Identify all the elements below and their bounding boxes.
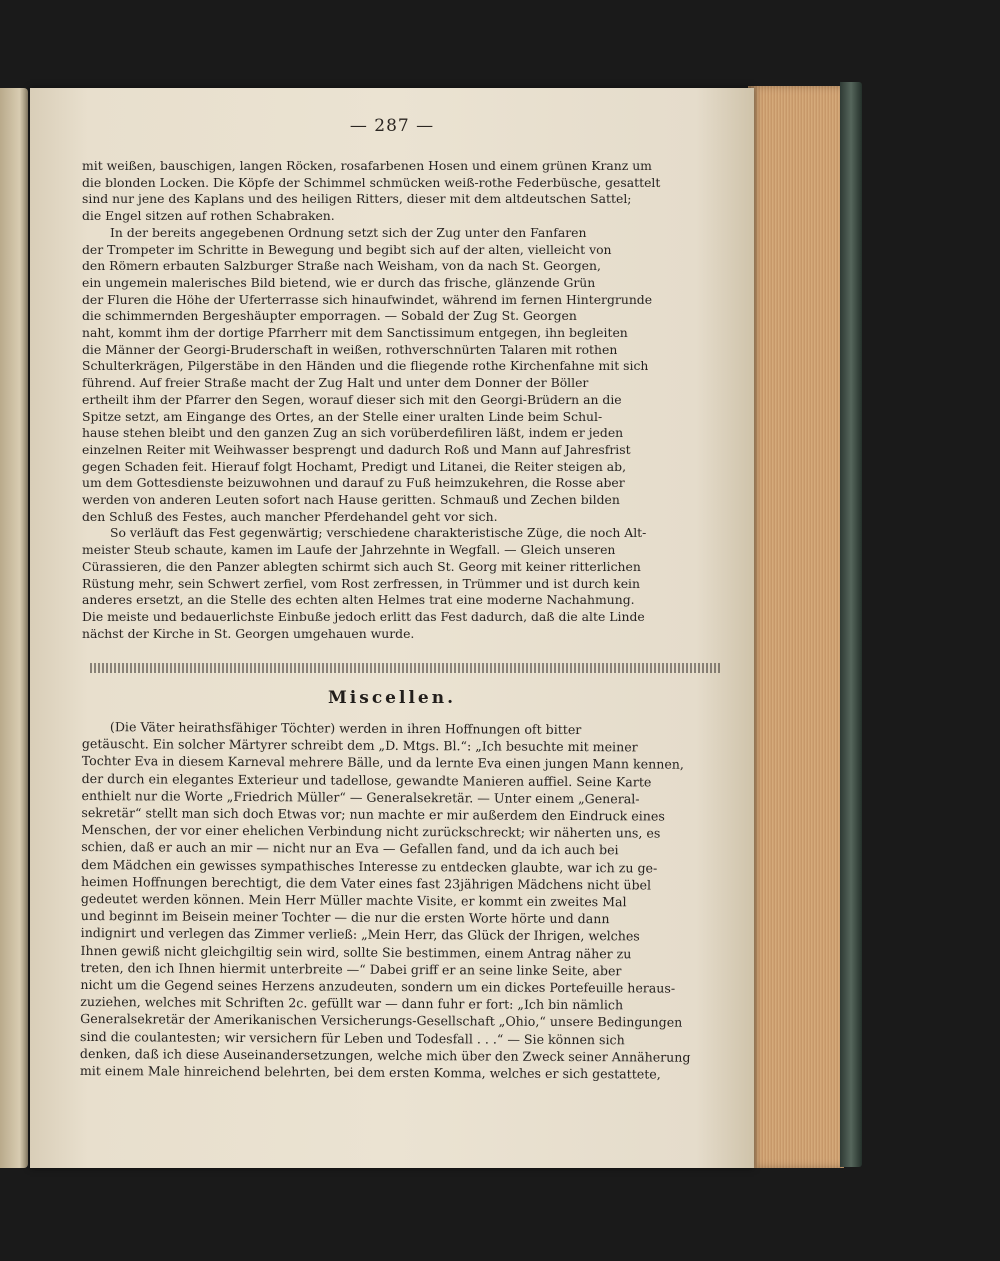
section-divider	[90, 663, 720, 673]
text-line: werden von anderen Leuten sofort nach Hause geritten. Schmauß und Zechen bilden	[82, 492, 620, 508]
text-line: In der bereits angegebenen Ordnung setzt sich der Zug unter den Fanfaren	[110, 224, 587, 240]
text-line: den Schluß des Festes, auch mancher Pferdehandel geht vor sich.	[82, 508, 498, 524]
text-line: einzelnen Reiter mit Weihwasser besprengt und dadurch Roß und Mann auf Jahresfrist	[82, 441, 631, 457]
text-line: und beginnt im Beisein meiner Tochter — die nur die ersten Worte hörte und dann	[80, 908, 610, 927]
text-line: Menschen, der vor einer ehelichen Verbindung nicht zurückschreckt; wir näherten uns, es	[81, 822, 661, 841]
text-line: naht, kommt ihm der dortige Pfarrherr mit dem Sanctissimum entgegen, ihn begleiten	[82, 325, 628, 341]
text-line: sind die coulantesten; wir versichern für Leben und Todesfall . . .“ — Sie können sich	[80, 1028, 625, 1047]
text-line: Rüstung mehr, sein Schwert zerfiel, vom Rost zerfressen, in Trümmer und ist durch kein	[82, 575, 640, 591]
text-line: um dem Gottesdienste beizuwohnen und darauf zu Fuß heimzukehren, die Rosse aber	[82, 475, 625, 491]
paragraph-3	[82, 525, 728, 642]
text-line: Ihnen gewiß nicht gleichgiltig sein wird, sollte Sie bestimmen, einem Antrag näher zu	[80, 942, 632, 962]
text-line: mit einem Male hinreichend belehrten, bei dem ersten Komma, welches er sich gestattete,	[79, 1063, 661, 1082]
text-line: den Römern erbauten Salzburger Straße nach Weisham, von da nach St. Georgen,	[82, 258, 601, 274]
paragraph-1	[82, 158, 728, 225]
book-page	[30, 88, 754, 1168]
text-line: nicht um die Gegend seines Herzens anzudeuten, sondern um ein dickes Portefeuille heraus-	[80, 977, 676, 996]
text-line: dem Mädchen ein gewisses sympathisches Interesse zu entdecken glaubte, war ich zu ge-	[81, 856, 658, 876]
text-line: der Fluren die Höhe der Uferterrasse sich hinaufwindet, während im fernen Hintergrunde	[82, 291, 653, 307]
text-line: denken, daß ich diese Auseinandersetzungen, welche mich über den Zweck seiner Annäherung	[79, 1045, 691, 1065]
text-line: die Männer der Georgi-Bruderschaft in weißen, rothverschnürten Talaren mit rothen	[82, 341, 618, 357]
page-number: — 287 —	[349, 116, 435, 136]
text-line: führend. Auf freier Straße macht der Zug Halt und unter dem Donner der Böller	[82, 375, 589, 391]
text-line: Schulterkrägen, Pilgerstäbe in den Händen und die fliegende rothe Kirchenfahne mit sich	[82, 358, 649, 374]
text-line: gedeutet werden können. Mein Herr Müller machte Visite, er kommt ein zweites Mal	[80, 891, 627, 910]
text-line: Generalsekretär der Amerikanischen Versicherungs-Gesellschaft „Ohio,“ unsere Bedingungen	[80, 1011, 683, 1031]
text-line: Spitze setzt, am Eingange des Ortes, an der Stelle einer uralten Linde beim Schul-	[82, 408, 603, 424]
text-line: So verläuft das Fest gegenwärtig; verschiedene charakteristische Züge, die noch Alt-	[110, 525, 647, 541]
text-block-lower	[80, 718, 728, 1083]
text-line: meister Steub schaute, kamen im Laufe der Jahrzehnte in Wegfall. — Gleich unseren	[82, 542, 616, 558]
text-line: Die meiste und bedauerlichste Einbuße jedoch erlitt das Fest dadurch, daß die alte Linde	[82, 608, 645, 624]
text-line: der Trompeter im Schritte in Bewegung und begibt sich auf der alten, vielleicht von	[82, 241, 612, 257]
text-line: indignirt und verlegen das Zimmer verließ: „Mein Herr, das Glück der Ihrigen, welches	[80, 925, 640, 944]
section-title: Miscellen.	[327, 688, 457, 708]
paragraph-2	[82, 225, 728, 526]
text-line: getäuscht. Ein solcher Märtyrer schreibt dem „D. Mtgs. Bl.“: „Ich besuchte mit meiner	[81, 736, 638, 755]
text-line: nächst der Kirche in St. Georgen umgehauen wurde.	[82, 625, 415, 641]
book-cover-edge	[840, 82, 862, 1167]
text-line: Cürassieren, die den Panzer ablegten schirmt sich auch St. Georg mit keiner ritterlichen	[82, 558, 641, 574]
page-stack-edge	[748, 86, 844, 1168]
text-line: mit weißen, bauschigen, langen Röcken, rosafarbenen Hosen und einem grünen Kranz um	[82, 158, 652, 173]
text-line: die Engel sitzen auf rothen Schabraken.	[82, 208, 335, 224]
text-line: Tochter Eva in diesem Karneval mehrere Bälle, und da lernte Eva einen jungen Mann kennen,	[81, 753, 684, 773]
text-line: der durch ein elegantes Exterieur und tadellose, gewandte Manieren auffiel. Seine Karte	[81, 770, 652, 790]
text-line: die schimmernden Bergeshäupter emporragen. — Sobald der Zug St. Georgen	[82, 308, 577, 324]
text-line: heimen Hoffnungen berechtigt, die dem Vater eines fast 23jährigen Mädchens nicht übel	[80, 873, 652, 893]
text-line: treten, den ich Ihnen hiermit unterbreite —“ Dabei griff er an seine linke Seite, aber	[80, 959, 622, 979]
text-line: sind nur jene des Kaplans und des heiligen Ritters, dieser mit dem altdeutschen Sattel;	[82, 191, 632, 207]
text-line: schien, daß er auch an mir — nicht nur an Eva — Gefallen fand, und da ich auch bei	[81, 839, 619, 858]
text-line: enthielt nur die Worte „Friedrich Müller“ — Generalsekretär. — Unter einem „General-	[81, 787, 640, 807]
text-block-upper	[82, 158, 728, 642]
text-line: anderes ersetzt, an die Stelle des echten alten Helmes trat eine moderne Nachahmung.	[82, 592, 635, 608]
text-line: hause stehen bleibt und den ganzen Zug an sich vorüberdefiliren läßt, indem er jeden	[82, 425, 624, 441]
text-line: ein ungemein malerisches Bild bietend, wie er durch das frische, glänzende Grün	[82, 274, 596, 290]
text-line: zuziehen, welches mit Schriften 2c. gefüllt war — dann fuhr er fort: „Ich bin nämlich	[80, 994, 624, 1013]
text-line: ertheilt ihm der Pfarrer den Segen, worauf dieser sich mit den Georgi-Brüdern an die	[82, 391, 622, 407]
left-page-edge	[0, 88, 28, 1168]
paragraph-4	[80, 718, 728, 1083]
text-line: sekretär“ stellt man sich doch Etwas vor; nun machte er mir außerdem den Eindruck eines	[81, 805, 665, 824]
text-line: gegen Schaden feit. Hierauf folgt Hochamt, Predigt und Litanei, die Reiter steigen ab,	[82, 458, 627, 474]
text-line: die blonden Locken. Die Köpfe der Schimmel schmücken weiß-rothe Federbüsche, gesattelt	[82, 174, 661, 190]
text-line: (Die Väter heirathsfähiger Töchter) werden in ihren Hoffnungen oft bitter	[109, 719, 582, 738]
